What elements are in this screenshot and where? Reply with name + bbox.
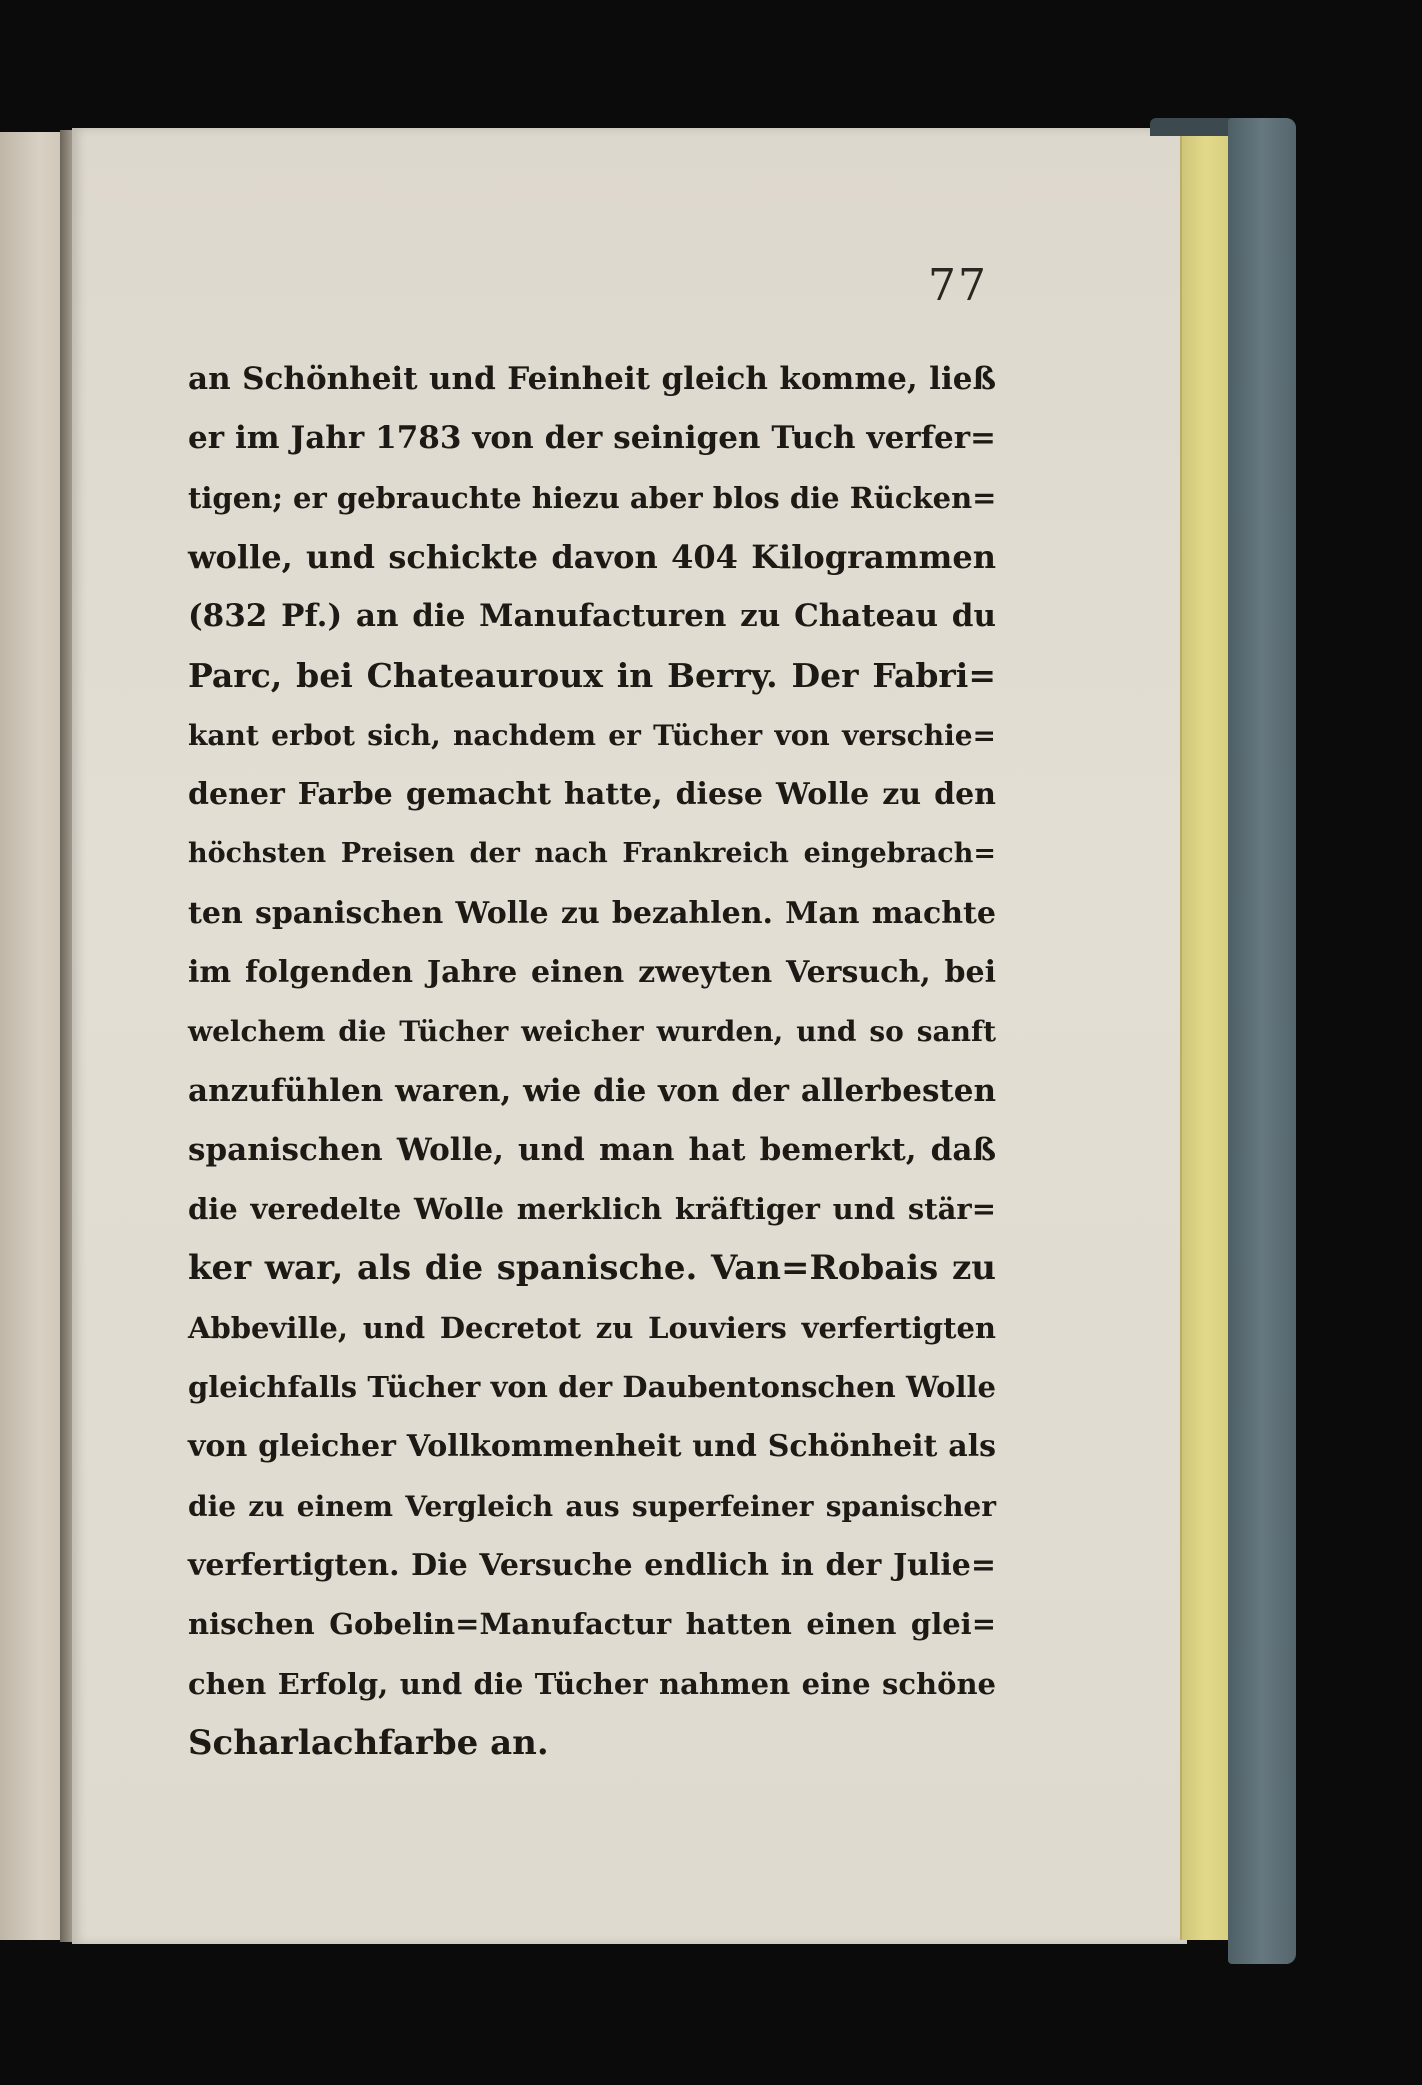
text-line: von gleicher Vollkommenheit und Schönheit als <box>188 1429 996 1465</box>
text-line: an Schönheit und Feinheit gleich komme, ließ <box>188 361 996 397</box>
text-line: im folgenden Jahre einen zweyten Versuch, bei <box>188 954 996 990</box>
text-line: Scharlachfarbe an. <box>188 1722 549 1763</box>
text-line: nischen Gobelin=Manufactur hatten einen glei= <box>188 1607 996 1642</box>
text-line: chen Erfolg, und die Tücher nahmen eine schöne <box>188 1666 996 1701</box>
text-line: Parc, bei Chateauroux in Berry. Der Fabri= <box>188 656 996 696</box>
text-line: verfertigten. Die Versuche endlich in der Julie= <box>188 1547 996 1583</box>
page-number: 77 <box>928 260 988 311</box>
text-line: ten spanischen Wolle zu bezahlen. Man machte <box>188 895 996 931</box>
text-line: (832 Pf.) an die Manufacturen zu Chateau du <box>188 598 996 635</box>
text-line: dener Farbe gemacht hatte, diese Wolle zu den <box>188 777 996 813</box>
text-line: anzufühlen waren, wie die von der allerbesten <box>188 1072 996 1109</box>
text-line: die zu einem Vergleich aus superfeiner spanischer <box>188 1489 996 1523</box>
text-line: kant erbot sich, nachdem er Tücher von verschie= <box>188 718 996 752</box>
text-line: welchem die Tücher weicher wurden, und so sanft <box>188 1015 996 1049</box>
facing-page-edge <box>0 132 68 1940</box>
text-line: wolle, und schickte davon 404 Kilogrammen <box>188 537 996 576</box>
text-line: die veredelte Wolle merklich kräftiger und stär= <box>188 1192 996 1227</box>
page-block-edge <box>1180 134 1234 1940</box>
text-line: tigen; er gebrauchte hiezu aber blos die Rücken= <box>188 480 997 515</box>
text-line: spanischen Wolle, und man hat bemerkt, daß <box>188 1131 996 1168</box>
body-text <box>188 350 996 1773</box>
text-line: gleichfalls Tücher von der Daubentonschen Wolle <box>188 1370 996 1405</box>
text-line: er im Jahr 1783 von der seinigen Tuch verfer= <box>188 420 996 457</box>
text-line: höchsten Preisen der nach Frankreich eingebrach= <box>188 838 996 870</box>
book-cover-board <box>1228 118 1296 1964</box>
text-line: ker war, als die spanische. Van=Robais zu <box>188 1248 996 1289</box>
text-line: Abbeville, und Decretot zu Louviers verfertigten <box>188 1310 996 1345</box>
